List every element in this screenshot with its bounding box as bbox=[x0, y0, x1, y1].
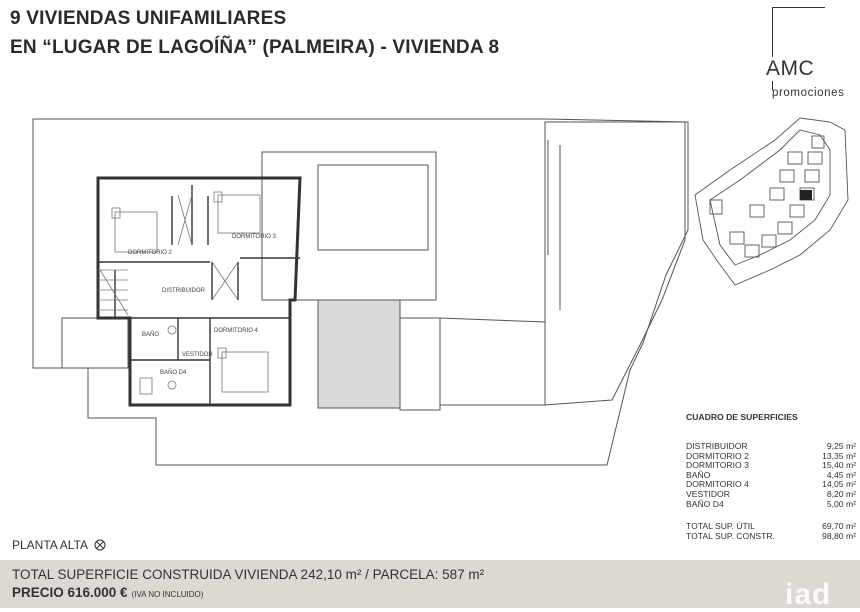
north-arrow-icon bbox=[94, 539, 106, 551]
site-key-highlight bbox=[800, 190, 812, 200]
patio bbox=[318, 300, 400, 408]
pool bbox=[318, 165, 428, 250]
footer-bar bbox=[0, 560, 860, 608]
bed-dormitorio-3 bbox=[218, 195, 260, 233]
surface-row: DORMITORIO 3 15,40 m² bbox=[686, 460, 856, 471]
surface-totals bbox=[686, 522, 856, 541]
site-key-plan bbox=[695, 118, 848, 285]
bed-dormitorio-2 bbox=[115, 212, 157, 252]
plot-outline bbox=[33, 119, 688, 465]
surface-rows bbox=[686, 442, 856, 509]
surface-total-row: TOTAL SUP. ÚTIL 69,70 m² bbox=[686, 521, 856, 532]
logo-brand: AMC bbox=[766, 57, 815, 80]
surface-row: DISTRIBUIDOR 9,25 m² bbox=[686, 441, 856, 451]
room-label-bano: BAÑO bbox=[142, 332, 160, 338]
lower-terrace bbox=[440, 318, 545, 405]
price-text: PRECIO 616.000 € bbox=[12, 585, 128, 600]
room-label-dormitorio-4: DORMITORIO 4 bbox=[214, 328, 258, 334]
surface-total-row: TOTAL SUP. CONSTR. 98,80 m² bbox=[686, 530, 856, 541]
upper-terrace bbox=[262, 152, 436, 300]
stairs bbox=[98, 270, 128, 315]
surface-table-heading: CUADRO DE SUPERFICIES bbox=[686, 412, 798, 422]
surface-table bbox=[686, 412, 856, 541]
room-label-distribuidor: DISTRIBUIDOR bbox=[162, 288, 206, 294]
terrace bbox=[545, 122, 685, 405]
amc-logo bbox=[766, 7, 854, 99]
surface-row: VESTIDOR 8,20 m² bbox=[686, 488, 856, 499]
balcony bbox=[62, 318, 128, 368]
floor-label-text: PLANTA ALTA bbox=[12, 538, 89, 552]
floor-label bbox=[12, 538, 106, 552]
room-label-dormitorio-3: DORMITORIO 3 bbox=[232, 234, 276, 240]
bed-dormitorio-4 bbox=[222, 352, 268, 392]
price-line bbox=[12, 585, 203, 600]
total-surface-text: TOTAL SUPERFICIE CONSTRUIDA VIVIENDA 242,10 m² / PARCELA: 587 m² bbox=[12, 567, 485, 582]
logo-subtitle: promociones bbox=[772, 87, 845, 99]
surface-row: BAÑO D4 5,00 m² bbox=[686, 498, 856, 509]
price-note: (IVA NO INCLUIDO) bbox=[131, 590, 204, 599]
surface-row: DORMITORIO 4 14,05 m² bbox=[686, 479, 856, 490]
room-label-bano-d4: BAÑO D4 bbox=[160, 370, 187, 376]
iad-watermark: iad bbox=[785, 578, 832, 611]
surface-row: DORMITORIO 2 13,35 m² bbox=[686, 450, 856, 461]
page-subtitle: EN “LUGAR DE LAGOÍÑA” (PALMEIRA) - VIVIENDA 8 bbox=[10, 37, 500, 58]
surface-row: BAÑO 4,45 m² bbox=[686, 469, 856, 480]
room-label-vestidor: VESTIDOR bbox=[182, 352, 213, 358]
page-title: 9 VIVIENDAS UNIFAMILIARES bbox=[10, 8, 287, 29]
room-label-dormitorio-2: DORMITORIO 2 bbox=[128, 250, 172, 256]
